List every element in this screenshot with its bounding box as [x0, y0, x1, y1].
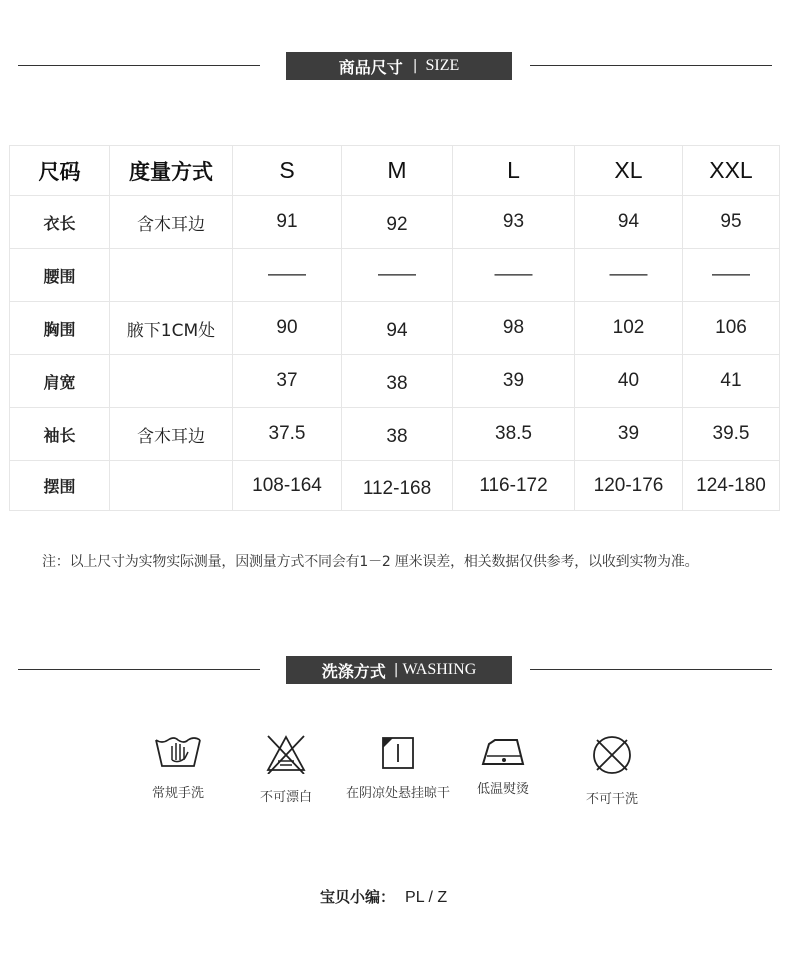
cell-value: 39	[575, 408, 683, 461]
wash-label: 在阴凉处悬挂晾干	[345, 786, 450, 801]
table-row-chest	[10, 302, 780, 355]
row-method	[110, 355, 233, 408]
washing-title-separator: |	[393, 662, 399, 678]
wash-item-low-iron	[463, 734, 543, 797]
wash-label: 不可漂白	[259, 790, 312, 805]
cell-value: 40	[575, 355, 683, 408]
table-row-hem	[10, 461, 780, 511]
row-label: 衣长	[10, 196, 110, 249]
wash-item-shade-dry	[340, 734, 456, 801]
size-chart-table	[9, 145, 780, 511]
header-method-label: 度量方式	[110, 146, 233, 196]
size-title-separator: |	[412, 58, 418, 74]
row-label: 腰围	[10, 249, 110, 302]
cell-value: 102	[575, 302, 683, 355]
row-method: 含木耳边	[110, 408, 233, 461]
row-method: 腋下1CM处	[110, 302, 233, 355]
header-size-m: M	[342, 146, 453, 196]
header-size-xl: XL	[575, 146, 683, 196]
editor-credit	[320, 886, 447, 907]
cell-value: ——	[683, 249, 780, 302]
wash-item-hand-wash	[138, 734, 218, 801]
cell-value: 39.5	[683, 408, 780, 461]
row-method	[110, 461, 233, 511]
row-label: 袖长	[10, 408, 110, 461]
size-title-en: SIZE	[425, 57, 460, 74]
cell-value: 95	[683, 196, 780, 249]
cell-value: 92	[342, 196, 453, 249]
table-header-row	[10, 146, 780, 196]
no-bleach-icon	[246, 734, 326, 774]
cell-value: 37	[233, 355, 342, 408]
wash-item-no-bleach	[246, 734, 326, 805]
cell-value: ——	[575, 249, 683, 302]
cell-value: 116-172	[453, 461, 575, 511]
size-section-header	[0, 52, 790, 80]
header-divider-right	[530, 669, 772, 670]
header-size-s: S	[233, 146, 342, 196]
row-method	[110, 249, 233, 302]
washing-title-zh: 洗涤方式	[321, 661, 386, 681]
washing-title-en: WASHING	[402, 661, 477, 678]
measurement-note: 注：以上尺寸为实物实际测量，因测量方式不同会有1－2 厘米误差，相关数据仅供参考，以收到实物为准。	[42, 554, 699, 570]
size-title-zh: 商品尺寸	[338, 57, 403, 77]
editor-label: 宝贝小编：	[320, 888, 396, 906]
no-dry-clean-icon	[572, 734, 652, 776]
header-size-xxl: XXL	[683, 146, 780, 196]
cell-value: 112-168	[342, 461, 453, 511]
cell-value: ——	[233, 249, 342, 302]
cell-value: 90	[233, 302, 342, 355]
cell-value: 124-180	[683, 461, 780, 511]
wash-label: 不可干洗	[585, 792, 638, 807]
hand-wash-icon	[138, 734, 218, 770]
header-divider-left	[18, 669, 260, 670]
cell-value: 108-164	[233, 461, 342, 511]
washing-section-header	[0, 656, 790, 684]
row-label: 肩宽	[10, 355, 110, 408]
washing-section-badge	[286, 656, 512, 684]
table-row-shoulder	[10, 355, 780, 408]
row-method: 含木耳边	[110, 196, 233, 249]
cell-value: ——	[453, 249, 575, 302]
cell-value: 38	[342, 355, 453, 408]
cell-value: 39	[453, 355, 575, 408]
wash-item-no-dry-clean	[572, 734, 652, 807]
cell-value: 38	[342, 408, 453, 461]
header-divider-right	[530, 65, 772, 66]
cell-value: 38.5	[453, 408, 575, 461]
wash-label: 低温熨烫	[476, 782, 529, 797]
header-size-l: L	[453, 146, 575, 196]
table-row-length	[10, 196, 780, 249]
size-section-badge	[286, 52, 512, 80]
cell-value: 37.5	[233, 408, 342, 461]
wash-label: 常规手洗	[151, 786, 204, 801]
cell-value: 98	[453, 302, 575, 355]
cell-value: ——	[342, 249, 453, 302]
cell-value: 41	[683, 355, 780, 408]
cell-value: 106	[683, 302, 780, 355]
cell-value: 120-176	[575, 461, 683, 511]
editor-value: PL / Z	[405, 889, 448, 906]
shade-dry-icon	[340, 734, 456, 770]
header-size-label: 尺码	[10, 146, 110, 196]
header-divider-left	[18, 65, 260, 66]
row-label: 胸围	[10, 302, 110, 355]
cell-value: 94	[342, 302, 453, 355]
cell-value: 94	[575, 196, 683, 249]
low-iron-icon	[463, 734, 543, 766]
cell-value: 91	[233, 196, 342, 249]
table-row-sleeve	[10, 408, 780, 461]
row-label: 摆围	[10, 461, 110, 511]
table-row-waist	[10, 249, 780, 302]
cell-value: 93	[453, 196, 575, 249]
